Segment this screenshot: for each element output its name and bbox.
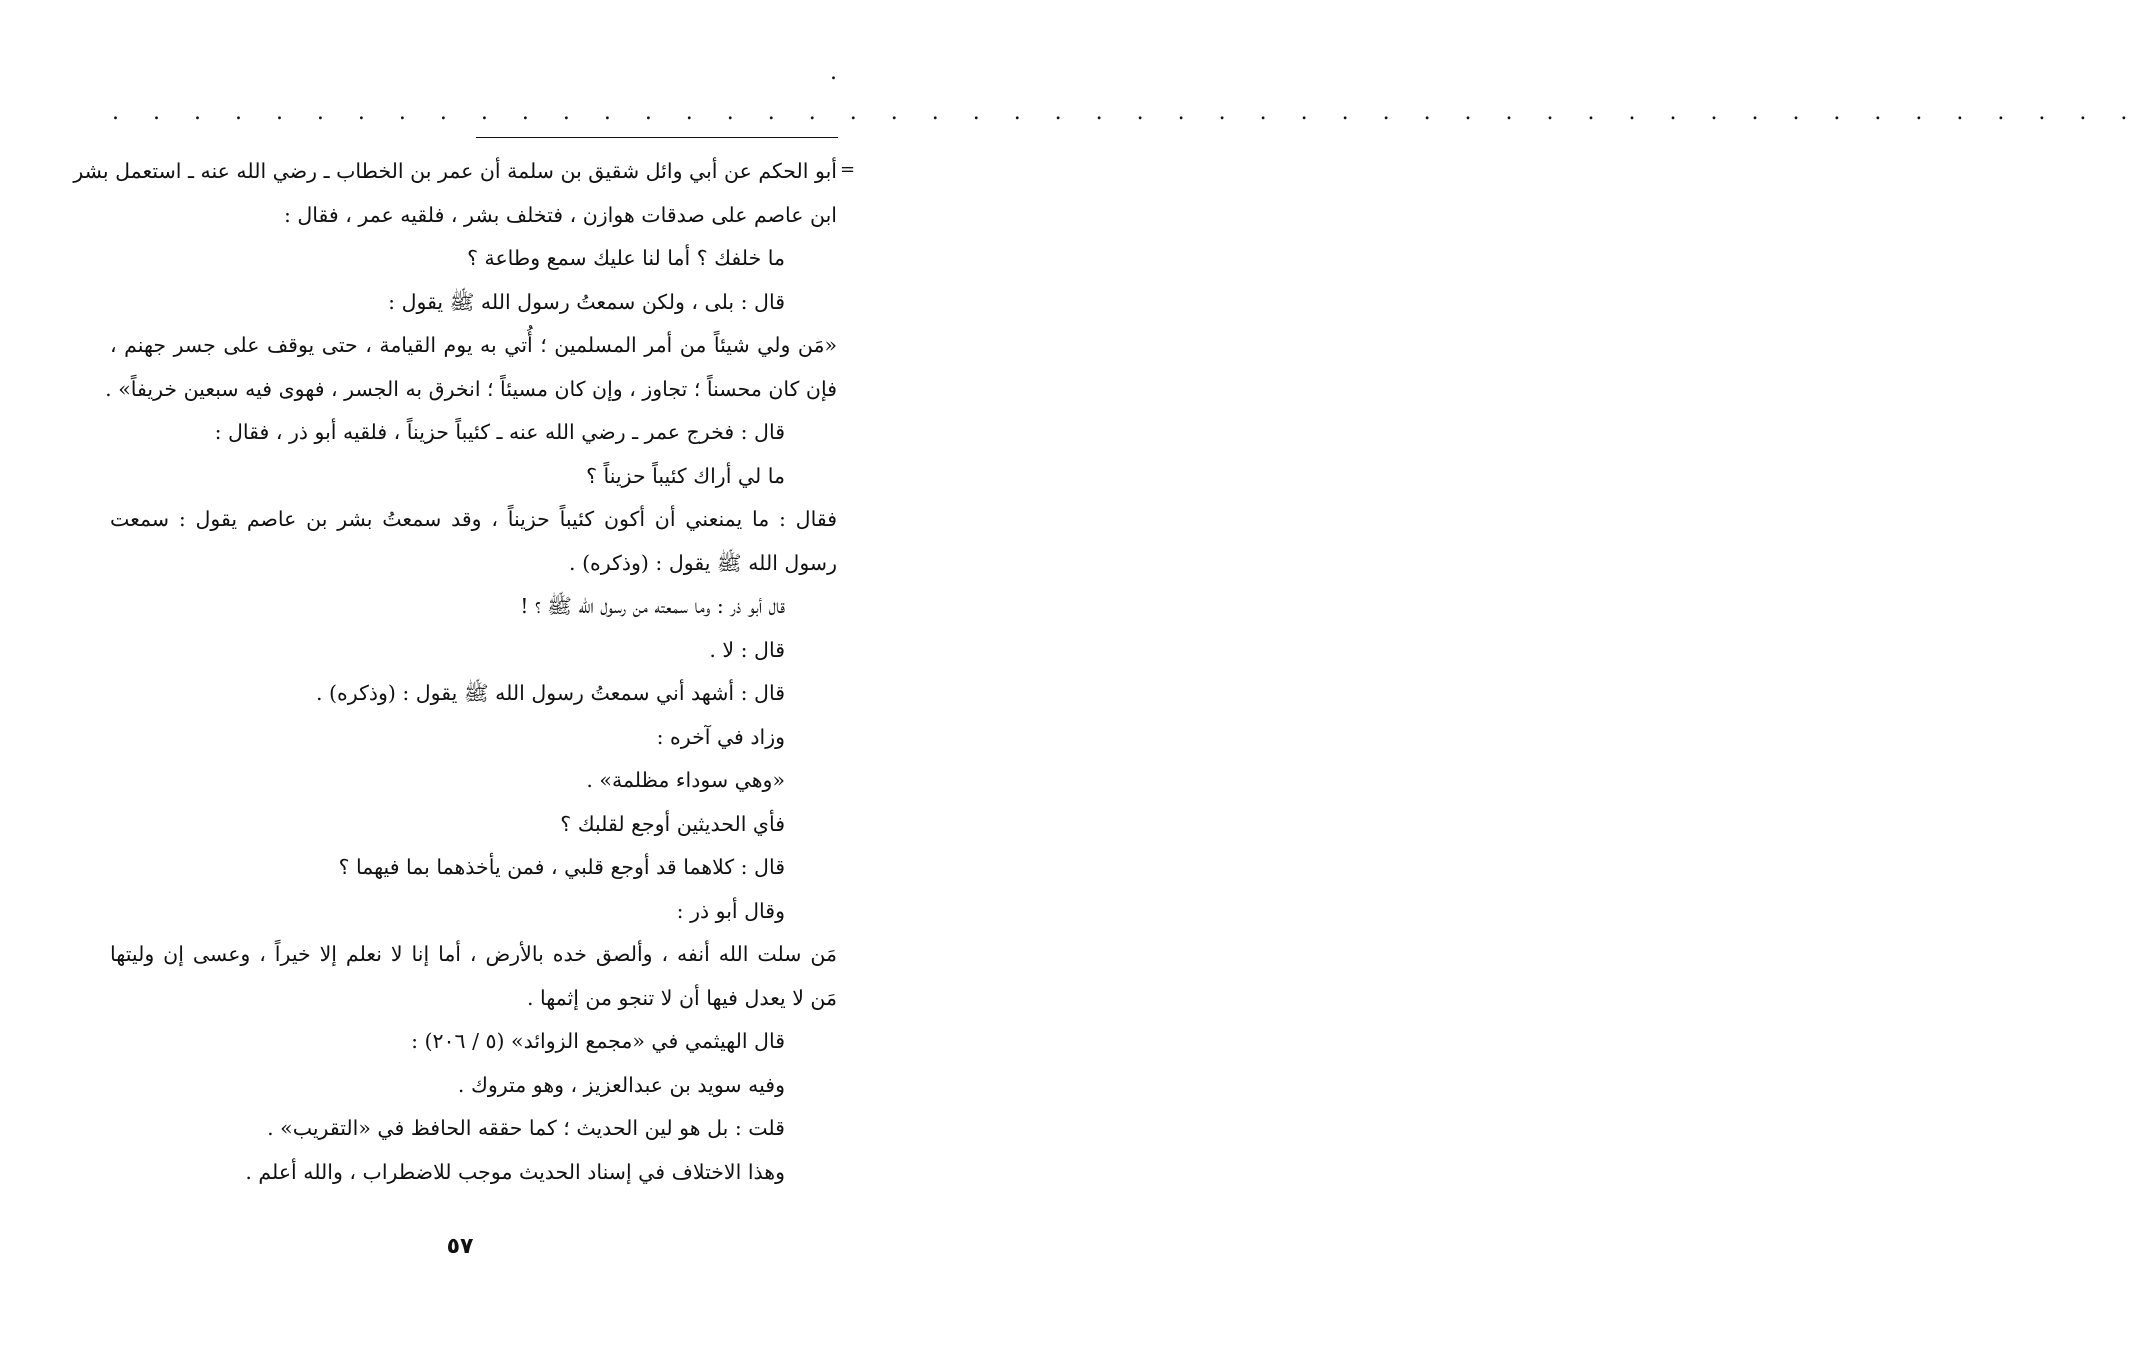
text-line: قال أبو ذر : وما سمعته من رسول الله ﷺ ؟ ! <box>520 594 785 618</box>
text-line: وقال أبو ذر : <box>676 898 785 923</box>
text-line: قال : أشهد أني سمعتُ رسول الله ﷺ يقول : (وذكره) . <box>315 681 785 705</box>
text-line: قال الهيثمي في «مجمع الزوائد» (٥ / ٢٠٦) : <box>411 1029 785 1053</box>
text-line: وزاد في آخره : <box>656 724 785 749</box>
text-line: فأي الحديثين أوجع لقلبك ؟ <box>560 811 785 836</box>
footnote-continuation-mark: = <box>840 159 856 180</box>
text-line: قال : فخرج عمر ـ رضي الله عنه ـ كئيباً حزيناً ، فلقيه أبو ذر ، فقال : <box>214 420 785 444</box>
text-line: فإن كان محسناً ؛ تجاوز ، وإن كان مسيئاً ؛ انخرق به الجسر ، فهوى فيه سبعين خريفاً» . <box>105 376 837 401</box>
text-line: قال : كلاهما قد أوجع قلبي ، فمن يأخذهما بما فيهما ؟ <box>338 855 785 879</box>
text-line: وفيه سويد بن عبدالعزيز ، وهو متروك . <box>457 1072 785 1097</box>
text-line: مَن لا يعدل فيها أن لا تنجو من إثمها . <box>526 985 837 1010</box>
page-number: ٥٧ <box>446 1234 474 1259</box>
header-dot: . <box>830 60 837 85</box>
text-line: «وهي سوداء مظلمة» . <box>586 768 785 792</box>
text-line: رسول الله ﷺ يقول : (وذكره) . <box>569 550 837 575</box>
text-line: «مَن ولي شيئاً من أمر المسلمين ؛ أُتي به يوم القيامة ، حتى يوقف على جسر جهنم ، <box>110 333 837 357</box>
text-line: ابن عاصم على صدقات هوازن ، فتخلف بشر ، فلقيه عمر ، فقال : <box>283 202 837 227</box>
text-line: فقال : ما يمنعني أن أكون كئيباً حزيناً ، وقد سمعتُ بشر بن عاصم يقول : سمعت <box>110 507 837 531</box>
text-line: أبو الحكم عن أبي وائل شقيق بن سلمة أن عمر بن الخطاب ـ رضي الله عنه ـ استعمل بشر <box>73 159 837 183</box>
footnote-body <box>73 150 837 1194</box>
header-dot-row: . . . . . . . . . . . . . . . . . . . . . . . . . . . . . . . . . . . . . . . . . . . . . . . . . . <box>112 100 2141 125</box>
text-line: قال : لا . <box>709 637 785 662</box>
text-line: ما لي أراك كئيباً حزيناً ؟ <box>586 463 785 488</box>
text-line: ما خلفك ؟ أما لنا عليك سمع وطاعة ؟ <box>467 246 785 270</box>
text-line: مَن سلت الله أنفه ، وألصق خده بالأرض ، أما إنا لا نعلم إلا خيراً ، وعسى إن وليتها <box>110 942 837 966</box>
text-line: وهذا الاختلاف في إسناد الحديث موجب للاضطراب ، والله أعلم . <box>245 1159 785 1184</box>
text-line: قال : بلى ، ولكن سمعتُ رسول الله ﷺ يقول : <box>388 289 785 314</box>
text-line: قلت : بل هو لين الحديث ؛ كما حققه الحافظ في «التقريب» . <box>267 1116 785 1140</box>
footnote-separator-rule <box>476 137 838 138</box>
